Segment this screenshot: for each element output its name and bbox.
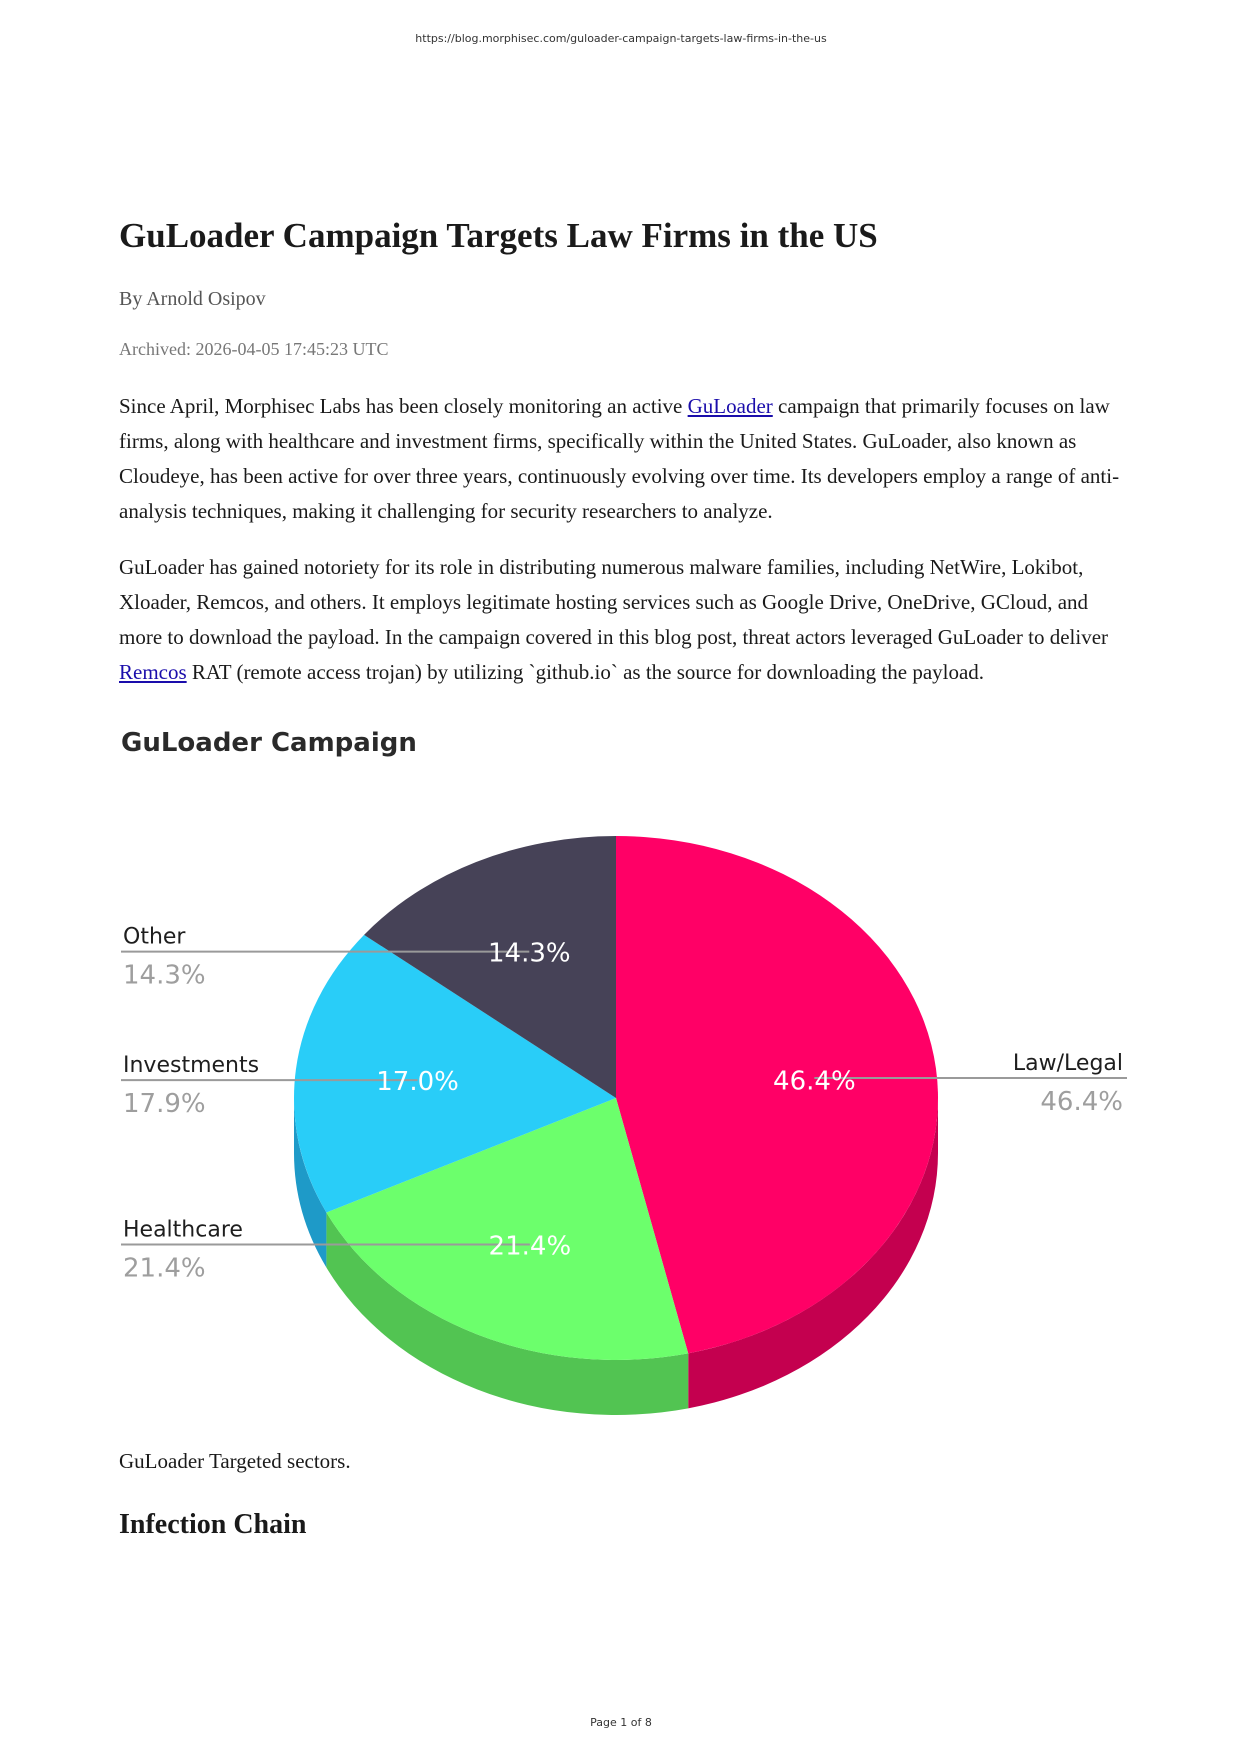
distribution-paragraph <box>119 550 1129 690</box>
figure-caption: GuLoader Targeted sectors. <box>119 1449 351 1473</box>
data-label-law-legal: 46.4% <box>773 1066 856 1097</box>
legend-label-other: Other <box>123 924 186 950</box>
legend-label-healthcare: Healthcare <box>123 1217 243 1243</box>
infection-chain-heading: Infection Chain <box>119 1509 307 1540</box>
legend-value-healthcare: 21.4% <box>123 1253 206 1284</box>
data-label-other: 14.3% <box>487 938 571 969</box>
page-number: Page 1 of 8 <box>590 1716 652 1729</box>
remcos-link[interactable]: Remcos <box>119 660 187 684</box>
data-label-healthcare: 21.4% <box>488 1231 572 1262</box>
legend-label-law-legal: Law/Legal <box>1012 1051 1123 1076</box>
legend-value-other: 14.3% <box>123 960 206 991</box>
article-title: GuLoader Campaign Targets Law Firms in the US <box>119 216 878 255</box>
legend-value-law-legal: 46.4% <box>1040 1087 1123 1117</box>
sector-pie-chart <box>119 725 1129 1445</box>
intro-text-after-link: campaign that primarily focuses on law firms, along with healthcare and investment firms, specifically within the United States. GuLoader, also known as Cloudeye, has been active for over three years, continuously evolving over time. Its developers employ a range of anti-analysis techniques, making it challenging for security researchers to analyze. <box>119 394 1120 523</box>
distribution-text-after-link: RAT (remote access trojan) by utilizing `github.io` as the source for downloading the payload. <box>186 660 985 684</box>
page-url-header: https://blog.morphisec.com/guloader-campaign-targets-law-firms-in-the-us <box>415 32 827 45</box>
guloader-link[interactable]: GuLoader <box>687 394 773 418</box>
data-label-investments: 17.0% <box>376 1067 459 1098</box>
legend-label-investments: Investments <box>123 1053 260 1079</box>
archived-timestamp: Archived: 2026-04-05 17:45:23 UTC <box>119 339 389 359</box>
sector-pie-chart-figure <box>119 725 1129 1445</box>
article-byline: By Arnold Osipov <box>119 288 266 310</box>
chart-title: GuLoader Campaign <box>121 728 417 758</box>
legend-value-investments: 17.9% <box>123 1089 206 1120</box>
intro-text-before-link: Since April, Morphisec Labs has been closely monitoring an active <box>119 394 688 418</box>
intro-paragraph <box>119 389 1129 529</box>
distribution-text-before-link: GuLoader has gained notoriety for its role in distributing numerous malware families, including NetWire, Lokibot, Xloader, Remcos, and others. It employs legitimate hosting services such as Google Drive, OneDrive, GCloud, and more to download the payload. In the campaign covered in this blog post, threat actors leveraged GuLoader to deliver <box>119 555 1109 649</box>
